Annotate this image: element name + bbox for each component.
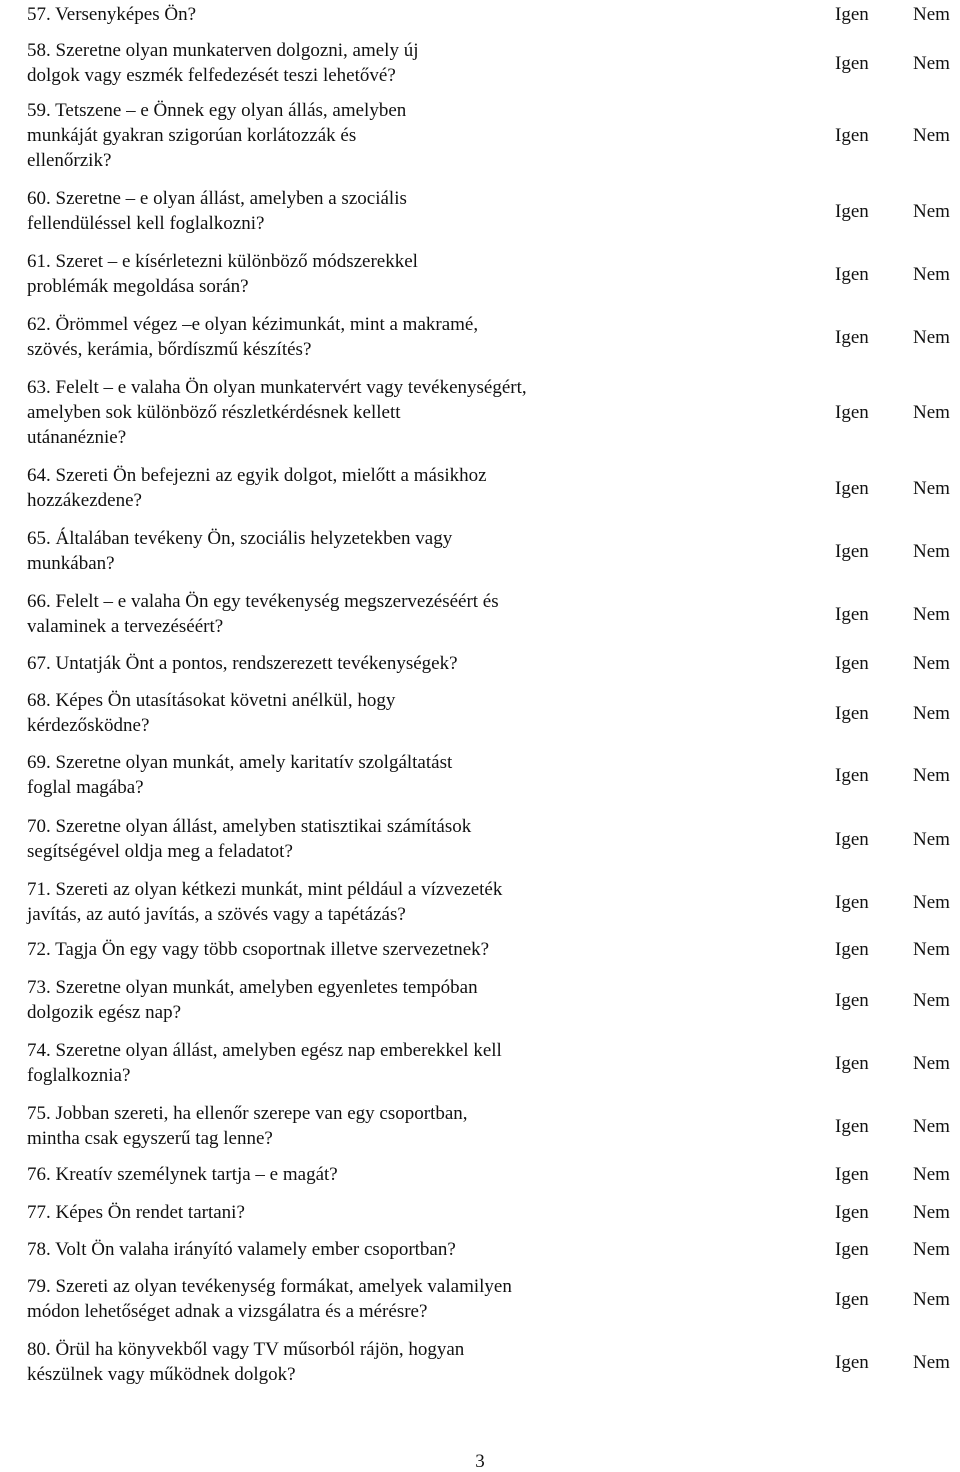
answer-yes-option[interactable]: Igen: [835, 1202, 869, 1223]
answer-yes-option[interactable]: Igen: [835, 1115, 869, 1137]
answer-yes-option[interactable]: Igen: [835, 1288, 869, 1310]
question-text: [27, 937, 817, 962]
question-line: foglalkoznia?: [27, 1065, 131, 1086]
answer-yes-option[interactable]: Igen: [835, 891, 869, 913]
question-line: 63. Felelt – e valaha Ön olyan munkatervért vagy tevékenységért,: [27, 377, 527, 398]
question-text: [27, 877, 817, 927]
answer-no-option[interactable]: Nem: [913, 1202, 950, 1223]
question-line: 76. Kreatív személynek tartja – e magát?: [27, 1164, 338, 1185]
question-line: 57. Versenyképes Ön?: [27, 4, 197, 25]
question-line: 65. Általában tevékeny Ön, szociális helyzetekben vagy: [27, 528, 453, 549]
answer-no-option[interactable]: Nem: [913, 1288, 950, 1310]
question-line: 78. Volt Ön valaha irányító valamely ember csoportban?: [27, 1239, 456, 1260]
question-line: 59. Tetszene – e Önnek egy olyan állás, amelyben: [27, 100, 407, 121]
answer-no-option[interactable]: Nem: [913, 1115, 950, 1137]
question-line: javítás, az autó javítás, a szövés vagy a tapétázás?: [27, 904, 406, 925]
question-line: fellendüléssel kell foglalkozni?: [27, 213, 265, 234]
question-text: [27, 463, 817, 513]
question-text: [27, 651, 817, 676]
question-line: 60. Szeretne – e olyan állást, amelyben a szociális: [27, 188, 407, 209]
question-line: 67. Untatják Önt a pontos, rendszerezett tevékenységek?: [27, 653, 458, 674]
answer-no-option[interactable]: Nem: [913, 125, 950, 146]
answer-yes-option[interactable]: Igen: [835, 603, 869, 625]
answer-no-option[interactable]: Nem: [913, 52, 950, 74]
question-line: kérdezősködne?: [27, 715, 150, 736]
answer-no-option[interactable]: Nem: [913, 1351, 950, 1373]
question-line: foglal magába?: [27, 777, 144, 798]
question-text: [27, 526, 817, 576]
answer-yes-option[interactable]: Igen: [835, 1351, 869, 1373]
question-line: 66. Felelt – e valaha Ön egy tevékenység megszervezéséért és: [27, 591, 499, 612]
question-text: [27, 186, 817, 236]
answer-yes-option[interactable]: Igen: [835, 402, 869, 423]
question-line: 70. Szeretne olyan állást, amelyben statisztikai számítások: [27, 816, 472, 837]
question-text: [27, 1237, 817, 1262]
question-line: szövés, kerámia, bőrdíszmű készítés?: [27, 339, 312, 360]
question-line: problémák megoldása során?: [27, 276, 249, 297]
question-text: [27, 589, 817, 639]
question-line: 75. Jobban szereti, ha ellenőr szerepe van egy csoportban,: [27, 1103, 468, 1124]
page-number: 3: [475, 1451, 485, 1472]
answer-no-option[interactable]: Nem: [913, 891, 950, 913]
question-text: [27, 249, 817, 299]
question-text: [27, 1101, 817, 1151]
answer-no-option[interactable]: Nem: [913, 1239, 950, 1260]
question-text: [27, 975, 817, 1025]
question-line: ellenőrzik?: [27, 150, 112, 171]
question-line: 64. Szereti Ön befejezni az egyik dolgot, mielőtt a másikhoz: [27, 465, 487, 486]
question-line: mintha csak egyszerű tag lenne?: [27, 1128, 273, 1149]
answer-no-option[interactable]: Nem: [913, 263, 950, 285]
answer-yes-option[interactable]: Igen: [835, 540, 869, 562]
question-line: 69. Szeretne olyan munkát, amely karitatív szolgáltatást: [27, 752, 453, 773]
question-line: 61. Szeret – e kísérletezni különböző módszerekkel: [27, 251, 418, 272]
answer-yes-option[interactable]: Igen: [835, 125, 869, 146]
answer-yes-option[interactable]: Igen: [835, 263, 869, 285]
question-text: [27, 98, 817, 173]
question-line: utánanéznie?: [27, 427, 127, 448]
question-line: segítségével oldja meg a feladatot?: [27, 841, 293, 862]
answer-yes-option[interactable]: Igen: [835, 4, 869, 25]
question-line: dolgozik egész nap?: [27, 1002, 182, 1023]
question-text: [27, 1337, 817, 1387]
question-text: [27, 750, 817, 800]
answer-no-option[interactable]: Nem: [913, 4, 950, 25]
question-text: [27, 1162, 817, 1187]
question-text: [27, 1274, 817, 1324]
answer-no-option[interactable]: Nem: [913, 764, 950, 786]
answer-yes-option[interactable]: Igen: [835, 702, 869, 724]
question-text: [27, 688, 817, 738]
answer-no-option[interactable]: Nem: [913, 477, 950, 499]
question-text: [27, 1200, 817, 1225]
answer-no-option[interactable]: Nem: [913, 603, 950, 625]
answer-yes-option[interactable]: Igen: [835, 200, 869, 222]
question-line: 72. Tagja Ön egy vagy több csoportnak illetve szervezetnek?: [27, 939, 490, 960]
question-line: amelyben sok különböző részletkérdésnek kellett: [27, 402, 401, 423]
question-line: módon lehetőséget adnak a vizsgálatra és a mérésre?: [27, 1301, 428, 1322]
answer-no-option[interactable]: Nem: [913, 200, 950, 222]
question-text: [27, 1038, 817, 1088]
question-text: [27, 814, 817, 864]
answer-no-option[interactable]: Nem: [913, 326, 950, 348]
question-line: valaminek a tervezéséért?: [27, 616, 224, 637]
answer-yes-option[interactable]: Igen: [835, 1052, 869, 1074]
question-line: 80. Örül ha könyvekből vagy TV műsorból rájön, hogyan: [27, 1339, 465, 1360]
question-line: 77. Képes Ön rendet tartani?: [27, 1202, 245, 1223]
answer-no-option[interactable]: Nem: [913, 1164, 950, 1185]
question-line: 58. Szeretne olyan munkaterven dolgozni, amely új: [27, 40, 419, 61]
answer-no-option[interactable]: Nem: [913, 989, 950, 1011]
answer-yes-option[interactable]: Igen: [835, 989, 869, 1011]
answer-no-option[interactable]: Nem: [913, 402, 950, 423]
answer-no-option[interactable]: Nem: [913, 939, 950, 960]
question-line: munkáját gyakran szigorúan korlátozzák és: [27, 125, 357, 146]
answer-yes-option[interactable]: Igen: [835, 1239, 869, 1260]
question-line: 68. Képes Ön utasításokat követni anélkül, hogy: [27, 690, 396, 711]
answer-no-option[interactable]: Nem: [913, 702, 950, 724]
answer-no-option[interactable]: Nem: [913, 828, 950, 850]
answer-no-option[interactable]: Nem: [913, 1052, 950, 1074]
question-text: [27, 312, 817, 362]
answer-yes-option[interactable]: Igen: [835, 326, 869, 348]
question-line: hozzákezdene?: [27, 490, 142, 511]
answer-yes-option[interactable]: Igen: [835, 1164, 869, 1185]
question-text: [27, 38, 817, 88]
question-line: 71. Szereti az olyan kétkezi munkát, mint például a vízvezeték: [27, 879, 503, 900]
answer-yes-option[interactable]: Igen: [835, 653, 869, 674]
answer-no-option[interactable]: Nem: [913, 653, 950, 674]
answer-yes-option[interactable]: Igen: [835, 764, 869, 786]
question-line: dolgok vagy eszmék felfedezését teszi lehetővé?: [27, 65, 396, 86]
question-line: 74. Szeretne olyan állást, amelyben egész nap emberekkel kell: [27, 1040, 502, 1061]
question-line: munkában?: [27, 553, 115, 574]
question-line: 62. Örömmel végez –e olyan kézimunkát, mint a makramé,: [27, 314, 479, 335]
answer-yes-option[interactable]: Igen: [835, 477, 869, 499]
answer-yes-option[interactable]: Igen: [835, 939, 869, 960]
question-line: készülnek vagy működnek dolgok?: [27, 1364, 296, 1385]
question-line: 79. Szereti az olyan tevékenység formákat, amelyek valamilyen: [27, 1276, 512, 1297]
question-text: [27, 375, 817, 450]
answer-yes-option[interactable]: Igen: [835, 828, 869, 850]
question-text: [27, 2, 817, 27]
answer-yes-option[interactable]: Igen: [835, 52, 869, 74]
question-line: 73. Szeretne olyan munkát, amelyben egyenletes tempóban: [27, 977, 478, 998]
answer-no-option[interactable]: Nem: [913, 540, 950, 562]
